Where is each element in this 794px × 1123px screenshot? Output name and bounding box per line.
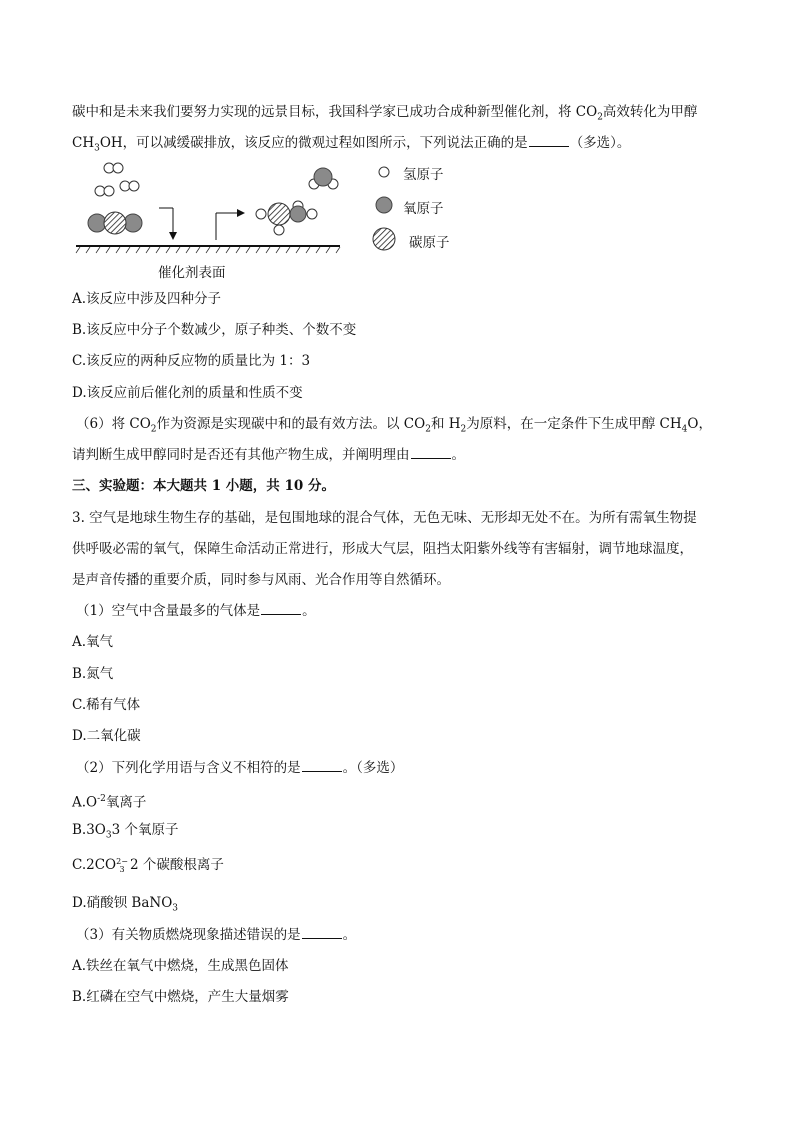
diagram-caption: 催化剂表面 — [158, 265, 226, 281]
question-3-intro-line-3: 是声音传播的重要介质，同时参与风雨、光合作用等自然循环。 — [72, 572, 450, 588]
question-intro-line-2 — [72, 133, 630, 159]
q6-text: O， — [687, 416, 712, 432]
option-c: C.该反应的两种反应物的质量比为 1：3 — [72, 353, 311, 369]
answer-blank[interactable] — [302, 759, 342, 772]
carbon-dioxide-molecule — [88, 212, 142, 234]
answer-blank[interactable] — [302, 926, 342, 939]
question-3-3-stem — [76, 925, 356, 945]
question-6-line-2 — [72, 445, 465, 465]
legend-hydrogen: 氢原子 — [403, 167, 444, 183]
option-a: A.该反应中涉及四种分子 — [72, 291, 222, 307]
stem-text: （3）有关物质燃烧现象描述错误的是 — [76, 927, 301, 943]
subscript: 3 — [105, 830, 112, 841]
hydrogen-legend-symbol — [379, 167, 389, 177]
q6-text: 和 H — [430, 416, 461, 432]
q3-1-option-a: A.氧气 — [72, 634, 114, 650]
option-text: 3 个氧原子 — [111, 822, 179, 838]
option-d: D.该反应前后催化剂的质量和性质不变 — [72, 385, 303, 401]
answer-blank[interactable] — [261, 602, 301, 615]
q6-text: 。 — [451, 447, 465, 463]
legend-carbon: 碳原子 — [409, 235, 450, 251]
intro-text: OH，可以减缓碳排放，该反应的微观过程如图所示，下列说法正确的是 — [99, 135, 528, 151]
subscript: 4 — [681, 424, 688, 435]
option-text: 2 个碳酸根离子 — [129, 857, 224, 873]
legend-oxygen: 氧原子 — [403, 201, 444, 217]
q3-1-option-c: C.稀有气体 — [72, 697, 141, 713]
subscript: 3 — [94, 143, 100, 154]
subscript: 2 — [597, 112, 603, 123]
option-text: C.2CO — [72, 857, 117, 873]
q6-text: （6）将 CO — [76, 416, 151, 432]
option-text: 氧离子 — [105, 794, 147, 811]
section-heading: 三、实验题：本大题共 1 小题，共 10 分。 — [72, 478, 335, 494]
question-6-line-1 — [76, 414, 712, 440]
stem-text: 。 — [302, 603, 316, 619]
subscript: 2 — [425, 424, 431, 435]
question-3-intro-line-2: 供呼吸必需的氧气，保障生命活动正常进行，形成大气层，阻挡太阳紫外线等有害辐射，调节地球温度， — [72, 541, 693, 557]
stem-text: 。 — [342, 927, 357, 943]
answer-blank[interactable] — [411, 446, 451, 459]
question-3-1-stem — [76, 601, 316, 621]
q6-text: 请判断生成甲醇同时是否还有其他产物生成，并阐明理由 — [72, 447, 410, 463]
subscript: 2 — [460, 424, 467, 435]
intro-text: CH — [72, 135, 95, 151]
q3-3-option-a: A.铁丝在氧气中燃烧，生成黑色固体 — [72, 958, 289, 974]
hydrogen-molecule — [95, 186, 114, 196]
option-text: B.3O — [72, 822, 106, 838]
water-molecule — [309, 168, 338, 189]
stem-text: （1）空气中含量最多的气体是 — [76, 603, 261, 619]
subscript: 3 — [172, 903, 179, 914]
answer-blank[interactable] — [529, 134, 569, 147]
carbon-legend-symbol — [373, 228, 395, 250]
intro-text: 碳中和是未来我们要努力实现的远景目标，我国科学家已成功合成种新型催化剂，将 CO — [72, 104, 598, 120]
catalyst-surface — [76, 246, 340, 253]
q3-2-option-c — [72, 855, 224, 875]
oxygen-legend-symbol — [376, 197, 392, 213]
q3-2-option-b — [72, 820, 179, 846]
adsorption-arrow — [159, 208, 177, 240]
hydrogen-molecule — [104, 163, 123, 173]
hydrogen-molecule — [120, 181, 139, 191]
q3-2-option-a — [72, 789, 146, 813]
q3-1-option-b: B.氮气 — [72, 666, 114, 682]
question-3-2-stem — [76, 758, 403, 778]
desorption-arrow — [216, 209, 245, 240]
option-b: B.该反应中分子个数减少，原子种类、个数不变 — [72, 322, 357, 338]
q3-1-option-d: D.二氧化碳 — [72, 728, 141, 744]
q6-text: 为原料，在一定条件下生成甲醇 CH — [466, 416, 682, 432]
subscript: 2 — [150, 424, 157, 435]
intermediate-molecule — [256, 201, 317, 235]
option-text: A.O — [72, 794, 98, 811]
q3-3-option-b: B.红磷在空气中燃烧，产生大量烟雾 — [72, 989, 289, 1005]
superscript: 2− — [116, 856, 128, 866]
option-text: D.硝酸钡 BaNO — [72, 895, 173, 911]
q6-text: 作为资源是实现碳中和的最有效方法。以 CO — [156, 416, 426, 432]
stem-text: 。（多选） — [342, 760, 404, 776]
question-intro-line-1 — [72, 102, 697, 128]
superscript: -2 — [97, 794, 106, 804]
ion-charge — [116, 858, 128, 874]
question-3-intro-line-1: 3. 空气是地球生物生存的基础，是包围地球的混合气体，无色无味、无形却无处不在。为所有需氧生物提 — [72, 510, 697, 526]
stem-text: （2）下列化学用语与含义不相符的是 — [76, 760, 301, 776]
subscript: 3 — [119, 864, 125, 874]
q3-2-option-d — [72, 893, 178, 919]
intro-text: （多选）。 — [569, 135, 631, 151]
intro-text: 高效转化为甲醇 — [602, 104, 698, 120]
